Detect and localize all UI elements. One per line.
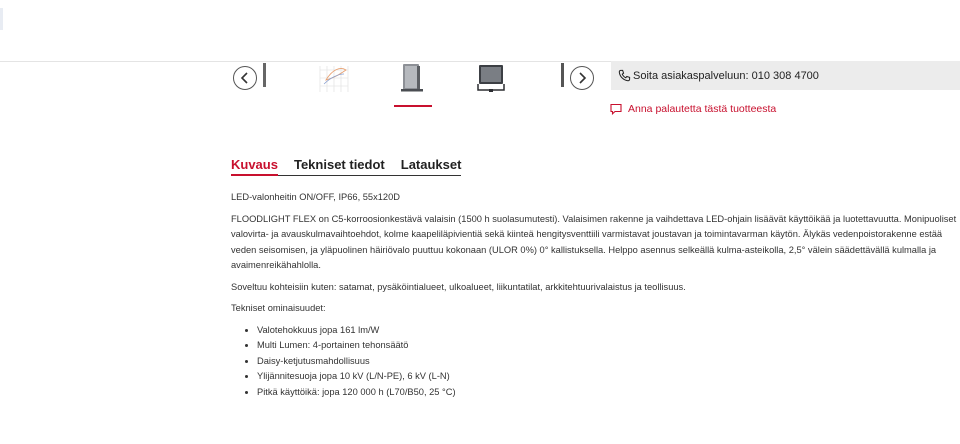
customer-service-box (611, 61, 960, 90)
feedback-link-label: Anna palautetta tästä tuotteesta (628, 103, 777, 115)
chevron-left-icon (240, 72, 250, 84)
list-item: • Ylijännitesuoja jopa 10 kV (L/N-PE), 6 kV (L-N) (257, 369, 960, 385)
thumbnail-4[interactable] (476, 62, 506, 99)
tab-lataukset[interactable]: Lataukset (400, 157, 462, 172)
tab-kuvaus[interactable]: Kuvaus (231, 157, 278, 176)
thumbnail-1[interactable] (262, 62, 268, 93)
product-tabs (231, 157, 461, 176)
active-thumbnail-indicator (394, 105, 432, 107)
product-subtitle: LED-valonheitin ON/OFF, IP66, 55x120D (231, 192, 400, 202)
thumbnail-3[interactable] (400, 62, 426, 99)
header-accent (0, 8, 3, 30)
speech-bubble-icon (610, 103, 622, 115)
thumbnail-2[interactable] (318, 62, 350, 99)
floodlight-front-image (476, 62, 506, 94)
list-item: • Valotehokkuus jopa 161 lm/W (257, 323, 960, 339)
carousel-prev-button[interactable] (233, 66, 257, 90)
tab-tekniset-tiedot[interactable]: Tekniset tiedot (293, 157, 385, 172)
description-paragraph: FLOODLIGHT FLEX on C5-korroosionkestävä valaisin (1500 h suolasumutesti). Valaisimen rakenne ja vaihdettava LED-ohjain lisäävät käyttöikää ja luotettavuutta. Monipuoliset valovirta- ja avauskulmavaihtoehdot, kolme kaapeliläpivientiä sekä kiinteä hengitysventtiili varmistavat joustavan ja toimintavarman käytön. Älykäs vedenpoistorakenne estää veden seisomisen, ja yläpuolinen häiriövalo puuttuu kokonaan (ULOR 0%) 0° kallistuksella. Helppo asennus selkeällä kulma-asteikolla, 2,5° välein säädettävällä kulmalla ja avaimenreikähahlolla. (231, 213, 957, 270)
customer-service-phone[interactable]: Soita asiakaspalveluun: 010 308 4700 (633, 69, 819, 82)
list-item: • Multi Lumen: 4-portainen tehonsäätö (257, 338, 960, 354)
site-header (0, 0, 960, 62)
features-title: Tekniset ominaisuudet: (231, 303, 326, 313)
list-item: • Daisy-ketjutusmahdollisuus (257, 354, 960, 370)
carousel-next-button[interactable] (570, 66, 594, 90)
chevron-right-icon (577, 72, 587, 84)
phone-icon (618, 69, 631, 82)
list-item: • Pitkä käyttöikä: jopa 120 000 h (L70/B50, 25 °C) (257, 385, 960, 401)
product-description (231, 190, 960, 400)
feedback-link[interactable] (610, 103, 776, 115)
product-image-carousel (232, 62, 596, 110)
product-thumbnail-image (262, 62, 268, 88)
suitability-paragraph: Soveltuu kohteisiin kuten: satamat, pysäköintialueet, ulkoalueet, liikuntatilat, arkkitehtuurivalaistus ja teollisuus. (231, 281, 686, 292)
feature-list (231, 323, 960, 401)
thumbnail-5[interactable] (560, 62, 566, 93)
product-thumbnail-image (560, 62, 566, 88)
light-distribution-diagram-image (318, 62, 350, 94)
floodlight-angled-image (400, 62, 426, 94)
